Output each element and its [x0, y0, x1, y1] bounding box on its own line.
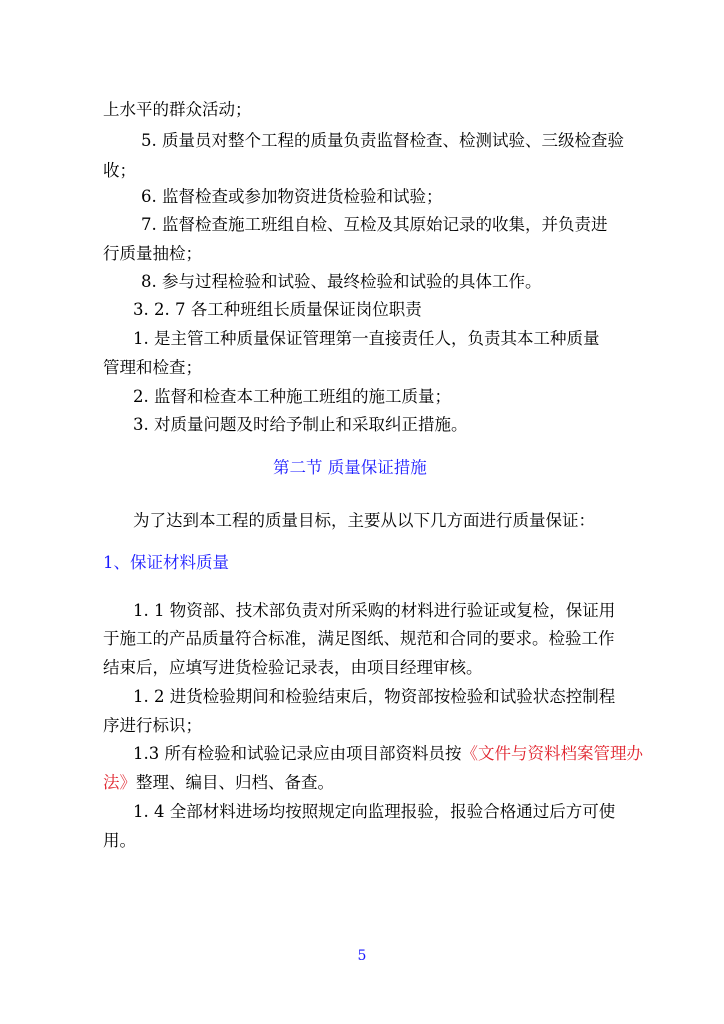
text-line: 于施工的产品质量符合标准，满足图纸、规范和合同的要求。检验工作: [103, 629, 615, 648]
text-line: 7. 监督检查施工班组自检、互检及其原始记录的收集，并负责进: [141, 215, 608, 234]
text-line: 1. 是主管工种质量保证管理第一直接责任人，负责其本工种质量: [133, 329, 600, 348]
text-line: 5. 质量员对整个工程的质量负责监督检查、检测试验、三级检查验: [141, 131, 624, 150]
text-line: 结束后，应填写进货检验记录表，由项目经理审核。: [103, 658, 483, 677]
text-line: 序进行标识；: [103, 716, 202, 735]
text-line: 8. 参与过程检验和试验、最终检验和试验的具体工作。: [141, 272, 542, 291]
page-number: 5: [357, 948, 367, 964]
text-line: 1. 2 进货检验期间和检验结束后，物资部按检验和试验状态控制程: [133, 687, 616, 706]
text-line: 1. 4 全部材料进场均按照规定向监理报验，报验合格通过后方可使: [133, 802, 616, 821]
text-line: 行质量抽检；: [103, 244, 202, 263]
text-line: 用。: [103, 831, 136, 850]
text-line: 收；: [103, 161, 136, 180]
text-line: 3. 对质量问题及时给予制止和采取纠正措施。: [133, 415, 468, 434]
document-title-link: 《文件与资料档案管理办: [461, 744, 643, 763]
text-line-1-3-cont: [103, 772, 334, 794]
document-title-link-end: 法》: [103, 773, 136, 792]
subheading: 1、保证材料质量: [103, 553, 229, 572]
text-line: 上水平的群众活动；: [103, 100, 252, 119]
text-line-1-3: [133, 743, 643, 765]
text-line: 3. 2. 7 各工种班组长质量保证岗位职责: [133, 300, 422, 319]
text-line: 2. 监督和检查本工种施工班组的施工质量；: [133, 387, 451, 406]
intro-text: 为了达到本工程的质量目标，主要从以下几方面进行质量保证：: [133, 511, 595, 530]
section-title: 第二节 质量保证措施: [273, 458, 427, 477]
text-line: 1. 1 物资部、技术部负责对所采购的材料进行验证或复检，保证用: [133, 601, 616, 620]
item-1-3-prefix: 1.3 所有检验和试验记录应由项目部资料员按: [133, 744, 462, 763]
text-line: 管理和检查；: [103, 358, 202, 377]
text-line: 6. 监督检查或参加物资进货检验和试验；: [141, 187, 443, 206]
item-1-3-rest: 整理、编目、归档、备查。: [136, 773, 334, 792]
